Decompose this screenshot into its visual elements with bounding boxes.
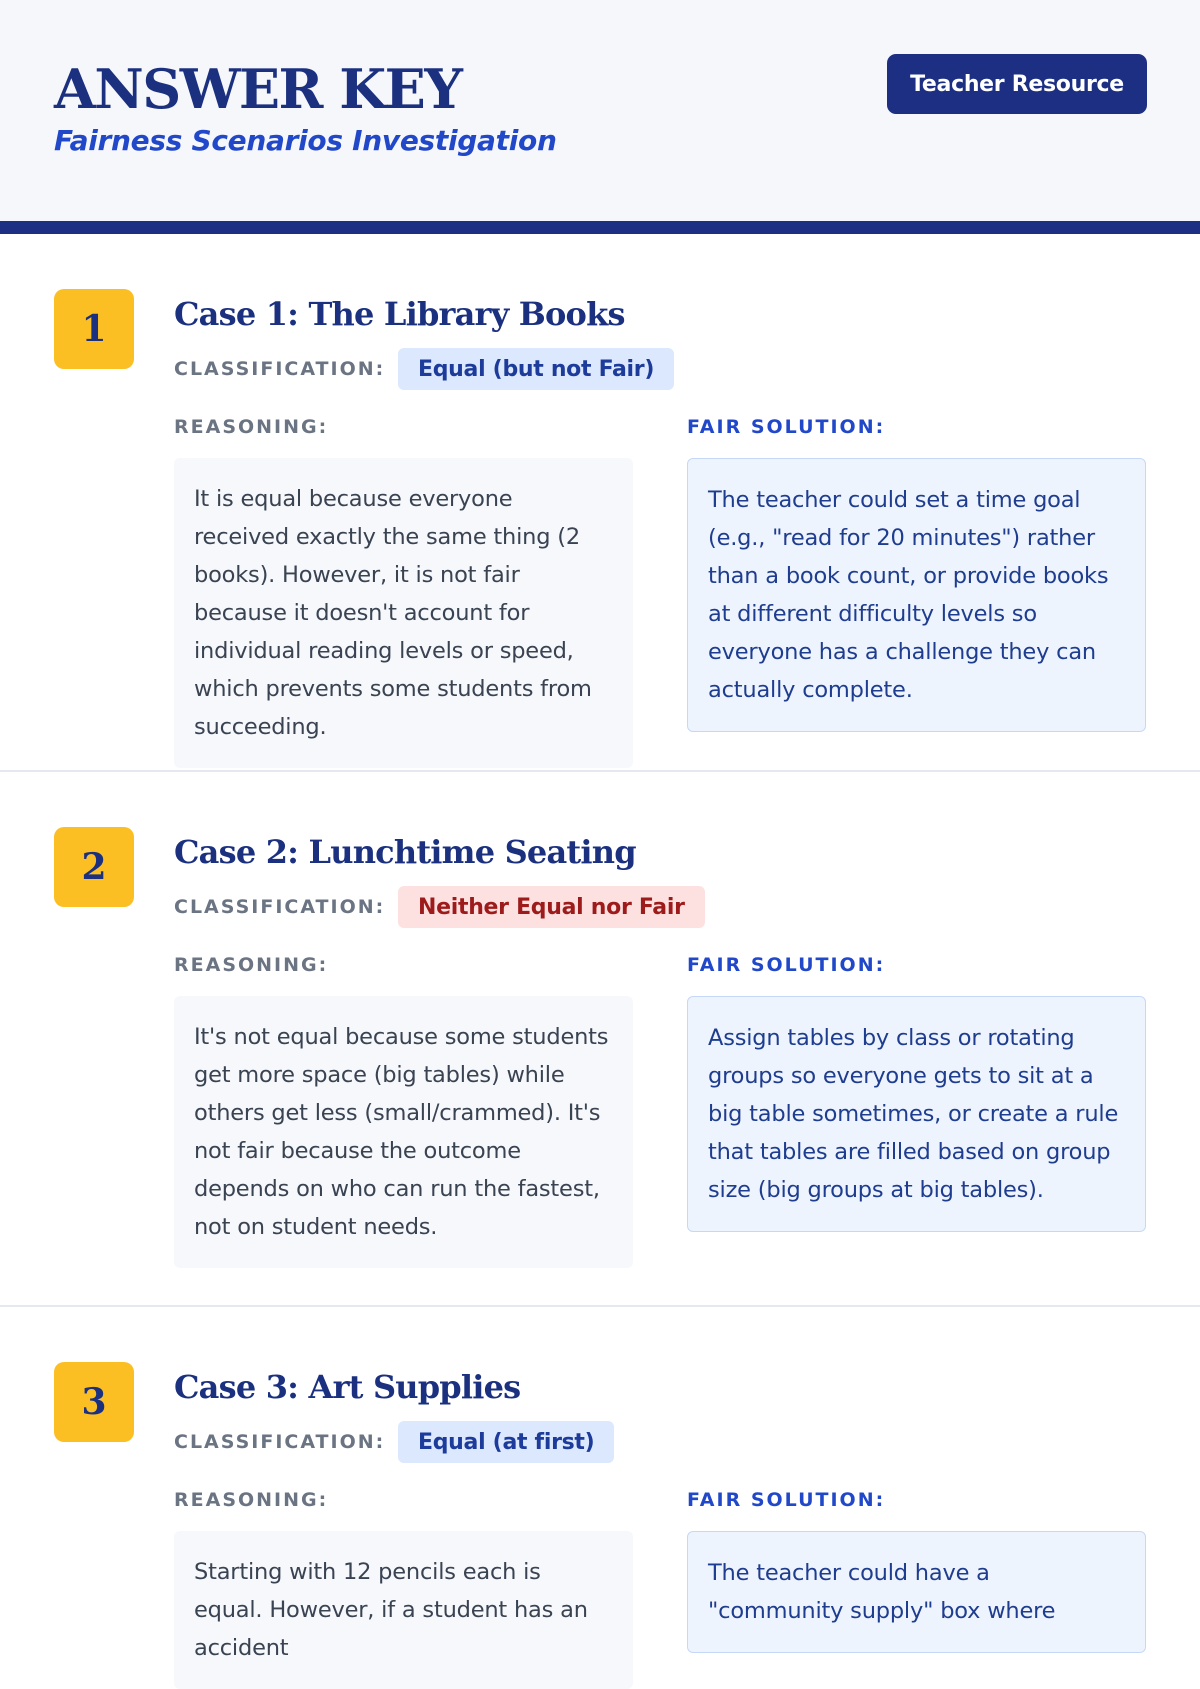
fair-solution-text: Assign tables by class or rotating groups so everyone gets to sit at a big table sometimes, or create a rule that tables are filled based on group size (big groups at big tables). [687,996,1146,1232]
classification-label: CLASSIFICATION: [174,358,386,380]
classification-badge: Equal (but not Fair) [398,348,674,390]
case-number-badge: 2 [54,827,134,907]
fair-solution-label: FAIR SOLUTION: [687,1489,886,1511]
case-section [0,234,1200,772]
classification-label: CLASSIFICATION: [174,1431,386,1453]
reasoning-label: REASONING: [174,954,329,976]
teacher-resource-button[interactable]: Teacher Resource [887,54,1147,114]
page-header [0,0,1200,221]
page-title: ANSWER KEY [54,57,462,121]
fair-solution-label: FAIR SOLUTION: [687,954,886,976]
case-title: Case 3: Art Supplies [174,1368,521,1406]
reasoning-text: It's not equal because some students get more space (big tables) while others get less (small/crammed). It's not fair because the outcome depends on who can run the fastest, not on student needs. [174,996,633,1268]
case-number-badge: 1 [54,289,134,369]
case-title: Case 1: The Library Books [174,295,625,333]
case-number-badge: 3 [54,1362,134,1442]
fair-solution-label: FAIR SOLUTION: [687,416,886,438]
classification-badge: Equal (at first) [398,1421,614,1463]
case-section [0,772,1200,1307]
classification-label: CLASSIFICATION: [174,896,386,918]
case-title: Case 2: Lunchtime Seating [174,833,636,871]
reasoning-label: REASONING: [174,416,329,438]
fair-solution-text: The teacher could set a time goal (e.g., "read for 20 minutes") rather than a book count, or provide books at different difficulty levels so everyone has a challenge they can actually complete. [687,458,1146,732]
reasoning-text: It is equal because everyone received exactly the same thing (2 books). However, it is not fair because it doesn't account for individual reading levels or speed, which prevents some students from succeeding. [174,458,633,768]
reasoning-text: Starting with 12 pencils each is equal. However, if a student has an accident [174,1531,633,1689]
fair-solution-text: The teacher could have a "community supply" box where [687,1531,1146,1653]
header-divider [0,221,1200,234]
classification-badge: Neither Equal nor Fair [398,886,705,928]
case-section [0,1307,1200,1661]
reasoning-label: REASONING: [174,1489,329,1511]
page-subtitle: Fairness Scenarios Investigation [54,124,557,157]
